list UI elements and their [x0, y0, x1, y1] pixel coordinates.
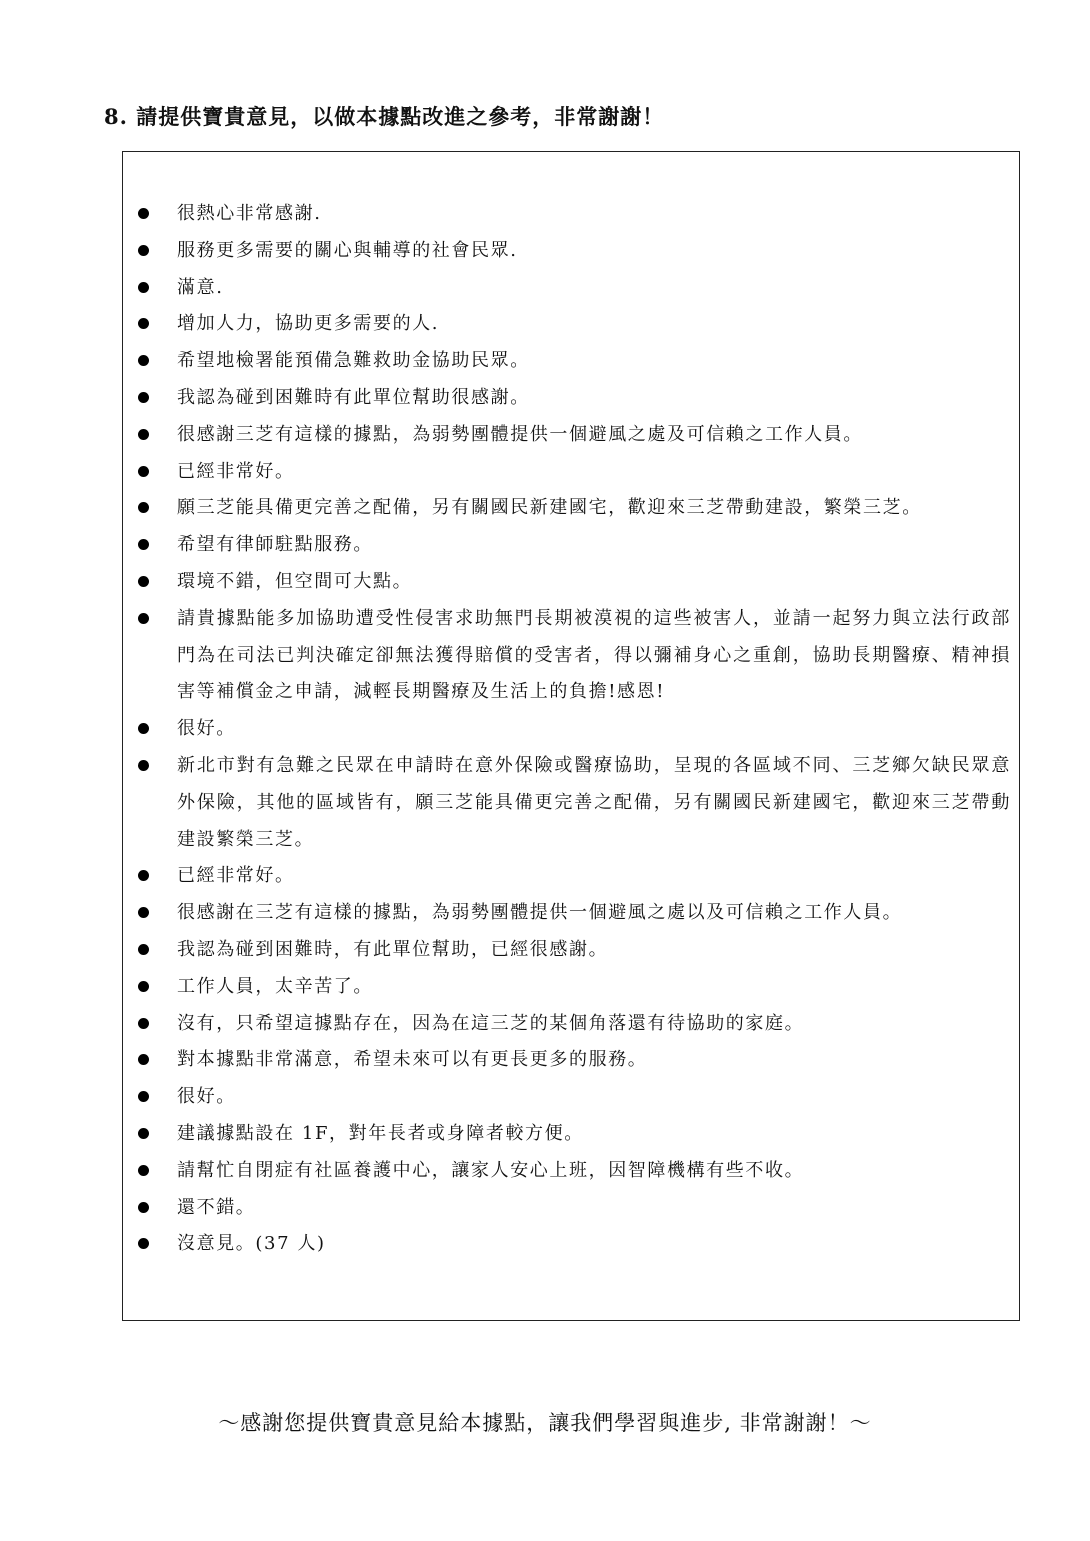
bullet-icon [138, 1128, 149, 1139]
bullet-icon [138, 502, 149, 513]
list-item [135, 380, 1011, 417]
list-item [135, 196, 1011, 233]
bullet-icon [138, 355, 149, 366]
list-item-text: 沒意見。(37 人) [177, 1233, 326, 1255]
list-item [135, 932, 1011, 969]
bullet-icon [138, 760, 149, 771]
list-item [135, 527, 1011, 564]
list-item [135, 895, 1011, 932]
bullet-icon [138, 466, 149, 477]
bullet-icon [138, 208, 149, 219]
list-item [135, 306, 1011, 343]
list-item-text: 新北市對有急難之民眾在申請時在意外保險或醫療協助，呈現的各區域不同、三芝鄉欠缺民眾意外保險，其他的區域皆有，願三芝能具備更完善之配備，另有關國民新建國宅，歡迎來三芝帶動建設繁榮三芝。 [177, 754, 1011, 850]
list-item-text: 希望地檢署能預備急難救助金協助民眾。 [177, 350, 530, 372]
list-item-text: 已經非常好。 [177, 460, 295, 482]
bullet-icon [138, 981, 149, 992]
list-item [135, 601, 1011, 711]
list-item-text: 請幫忙自閉症有社區養護中心，讓家人安心上班，因智障機構有些不收。 [177, 1159, 805, 1181]
bullet-icon [138, 576, 149, 587]
closing-message: ～感謝您提供寶貴意見給本據點，讓我們學習與進步, 非常謝謝！～ [218, 1411, 872, 1435]
bullet-icon [138, 1091, 149, 1102]
list-item [135, 454, 1011, 491]
list-item-text: 還不錯。 [177, 1196, 256, 1218]
feedback-box [122, 151, 1020, 1321]
list-item [135, 417, 1011, 454]
bullet-icon [138, 723, 149, 734]
list-item [135, 969, 1011, 1006]
list-item [135, 270, 1011, 307]
list-item-text: 很好。 [177, 1086, 236, 1108]
bullet-icon [138, 1165, 149, 1176]
list-item [135, 1190, 1011, 1227]
bullet-icon [138, 1238, 149, 1249]
bullet-icon [138, 539, 149, 550]
bullet-icon [138, 282, 149, 293]
list-item-text: 工作人員，太辛苦了。 [177, 975, 373, 997]
list-item [135, 858, 1011, 895]
list-item [135, 1079, 1011, 1116]
list-item-text: 沒有，只希望這據點存在，因為在這三芝的某個角落還有待協助的家庭。 [177, 1012, 805, 1034]
list-item-text: 對本據點非常滿意，希望未來可以有更長更多的服務。 [177, 1049, 648, 1071]
list-item [135, 564, 1011, 601]
list-item-text: 我認為碰到困難時，有此單位幫助，已經很感謝。 [177, 938, 609, 960]
bullet-icon [138, 1018, 149, 1029]
bullet-icon [138, 870, 149, 881]
list-item-text: 建議據點設在 1F，對年長者或身障者較方便。 [177, 1122, 584, 1144]
list-item [135, 1153, 1011, 1190]
bullet-icon [138, 318, 149, 329]
list-item-text: 已經非常好。 [177, 865, 295, 887]
list-item-text: 服務更多需要的關心與輔導的社會民眾. [177, 239, 518, 261]
list-item-text: 很熱心非常感謝. [177, 203, 322, 224]
list-item-text: 環境不錯，但空間可大點。 [177, 570, 413, 592]
list-item-text: 很感謝三芝有這樣的據點，為弱勢團體提供一個避風之處及可信賴之工作人員。 [177, 423, 863, 445]
list-item-text: 增加人力，協助更多需要的人. [177, 313, 440, 335]
list-item [135, 1226, 1011, 1263]
list-item-text: 願三芝能具備更完善之配備，另有關國民新建國宅，歡迎來三芝帶動建設，繁榮三芝。 [177, 497, 922, 519]
list-item [135, 1006, 1011, 1043]
bullet-icon [138, 944, 149, 955]
list-item [135, 490, 1011, 527]
list-item [135, 1042, 1011, 1079]
bullet-icon [138, 1054, 149, 1065]
list-item-text: 很感謝在三芝有這樣的據點，為弱勢團體提供一個避風之處以及可信賴之工作人員。 [177, 902, 903, 924]
bullet-icon [138, 429, 149, 440]
list-item [135, 233, 1011, 270]
list-item-text: 很好。 [177, 718, 236, 740]
page-heading: 8. 請提供寶貴意見，以做本據點改進之參考，非常謝謝！ [104, 104, 665, 129]
list-item [135, 1116, 1011, 1153]
bullet-icon [138, 907, 149, 918]
feedback-list [135, 196, 1011, 1263]
list-item [135, 748, 1011, 858]
list-item [135, 711, 1011, 748]
list-item-text: 請貴據點能多加協助遭受性侵害求助無門長期被漠視的這些被害人，並請一起努力與立法行政部門為在司法已判決確定卻無法獲得賠償的受害者，得以彌補身心之重創，協助長期醫療、精神損害等補償金之申請，減輕長期醫療及生活上的負擔!感恩! [177, 607, 1011, 703]
list-item-text: 希望有律師駐點服務。 [177, 534, 373, 556]
list-item-text: 滿意. [177, 276, 224, 298]
bullet-icon [138, 613, 149, 624]
bullet-icon [138, 1202, 149, 1213]
bullet-icon [138, 392, 149, 403]
list-item-text: 我認為碰到困難時有此單位幫助很感謝。 [177, 386, 530, 408]
list-item [135, 343, 1011, 380]
bullet-icon [138, 245, 149, 256]
